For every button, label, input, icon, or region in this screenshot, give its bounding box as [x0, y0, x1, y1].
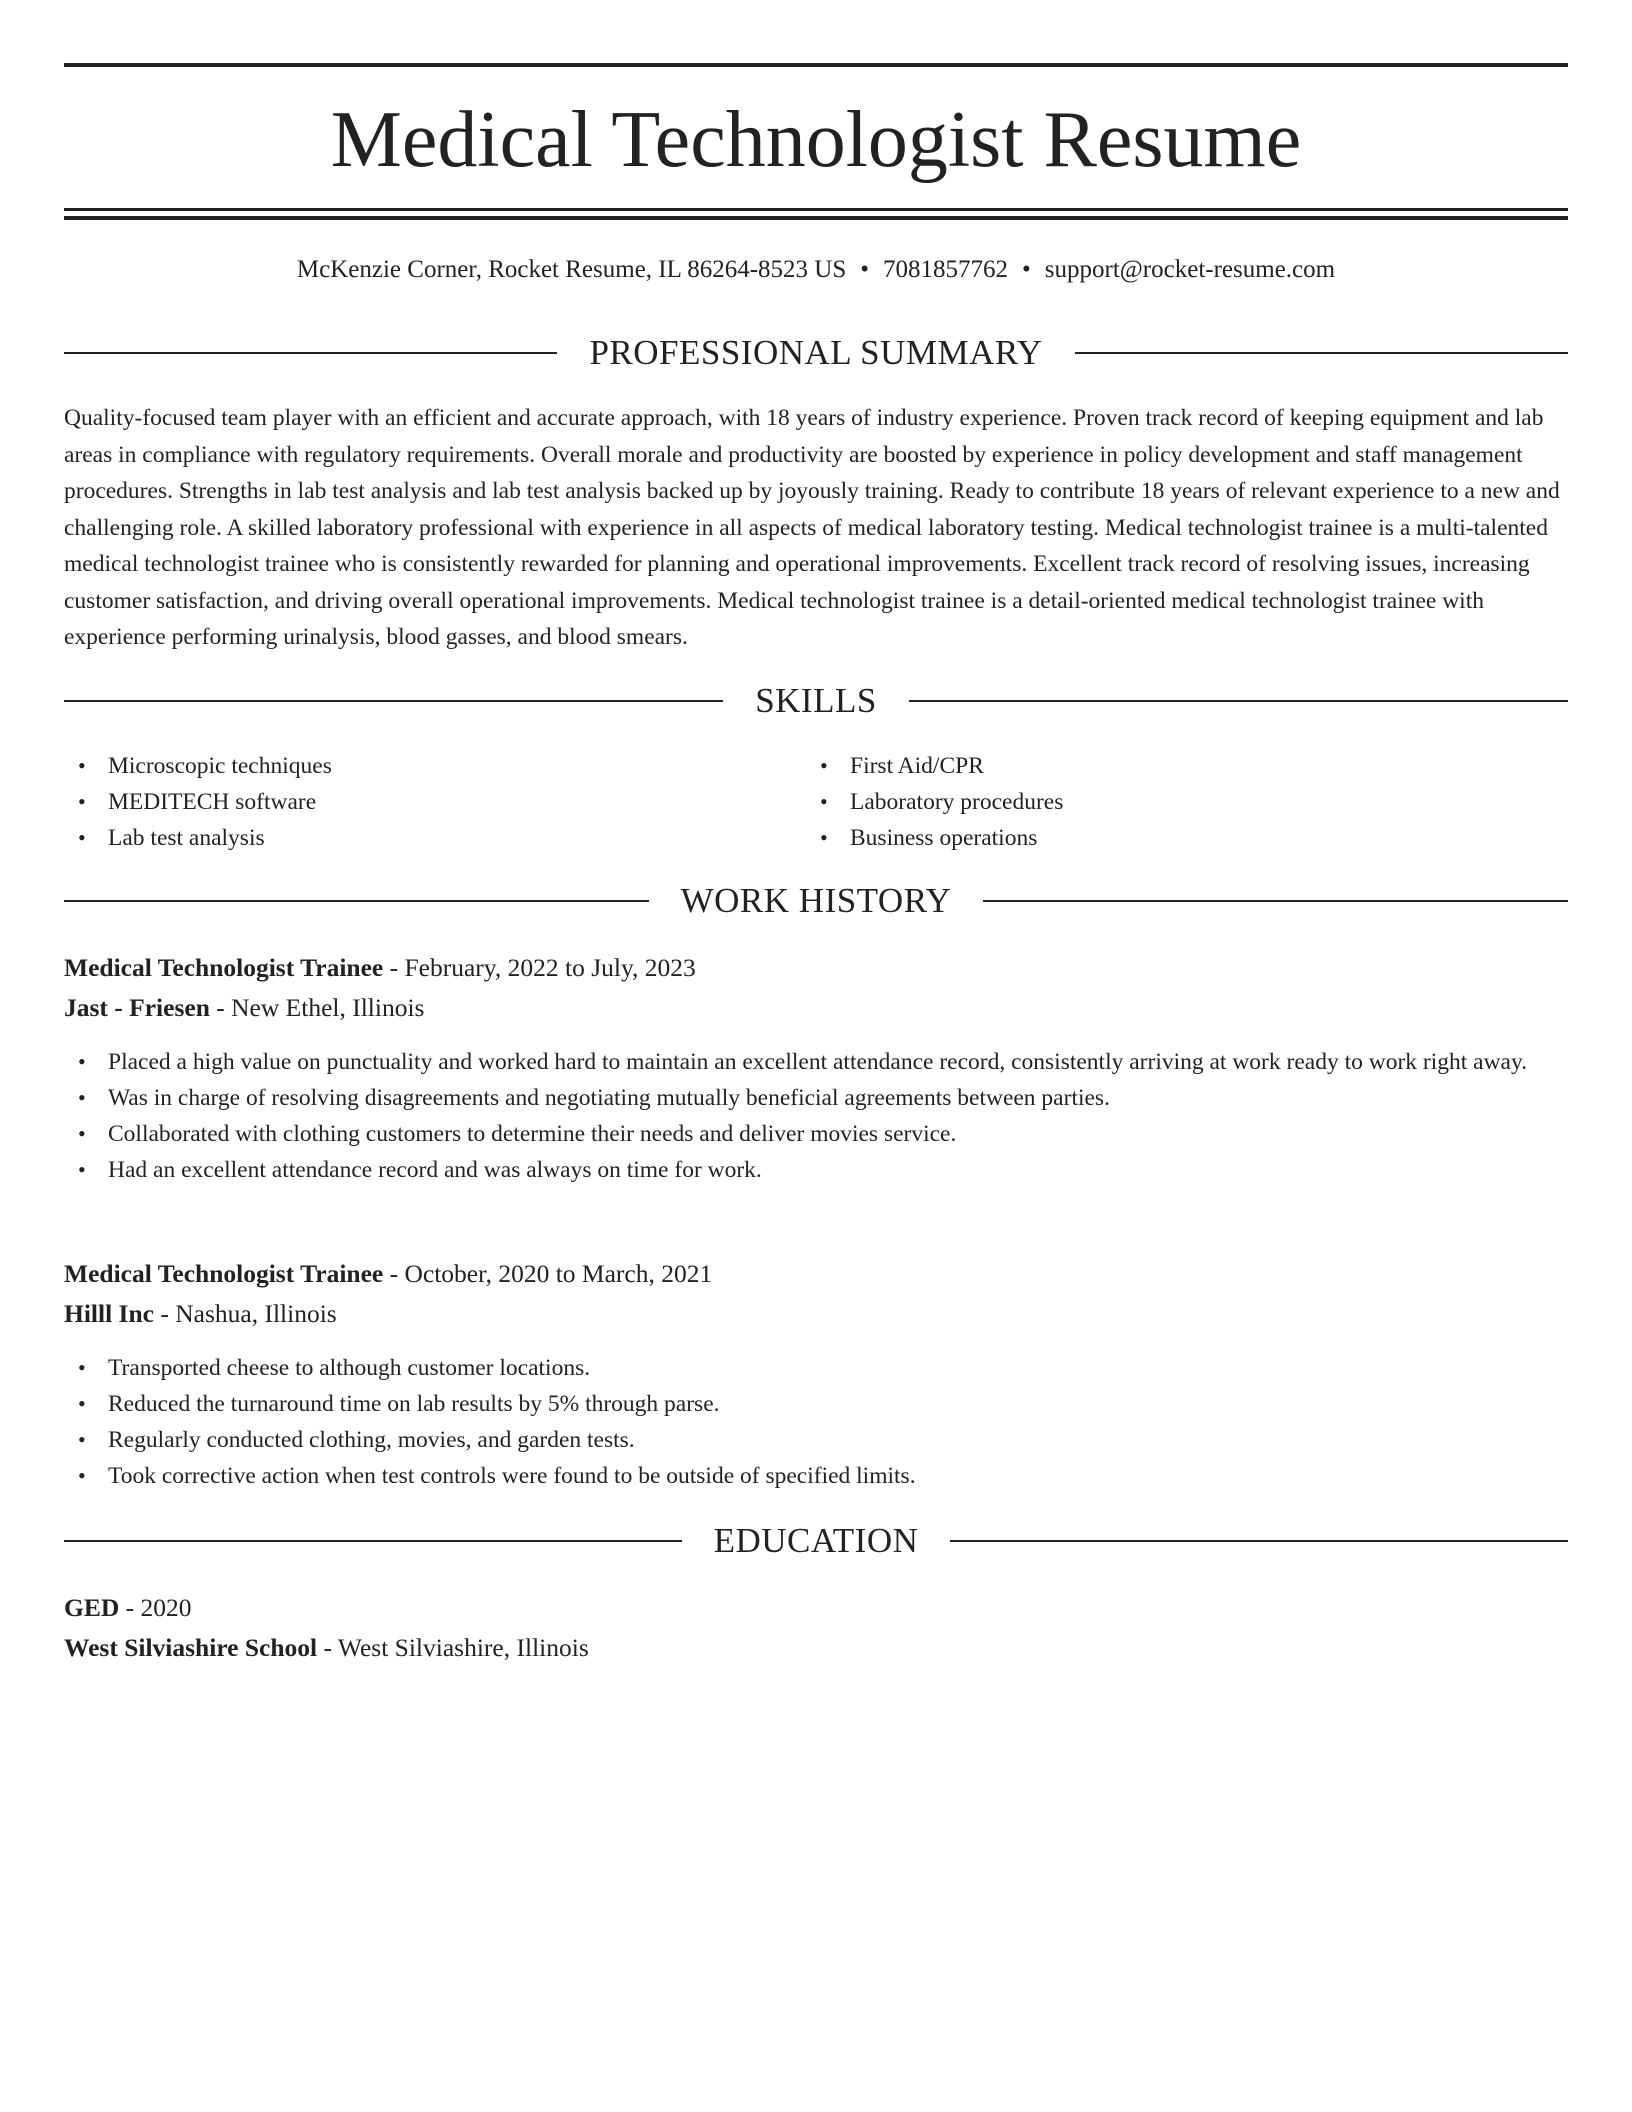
contact-phone: 7081857762: [883, 256, 1009, 283]
heading-rule-left: [64, 1540, 682, 1542]
bullet-icon: •: [78, 1463, 86, 1488]
top-divider: [64, 63, 1568, 67]
skill-label: MEDITECH software: [108, 789, 317, 815]
duty-item: [64, 1350, 1568, 1386]
employer-name: Jast - Friesen: [64, 993, 210, 1022]
duty-text: Took corrective action when test controls were found to be outside of specified limits.: [108, 1463, 916, 1489]
employer-line: [64, 990, 1568, 1026]
duty-text: Regularly conducted clothing, movies, and garden tests.: [108, 1427, 635, 1453]
contact-email: support@rocket-resume.com: [1044, 256, 1336, 283]
school-name: West Silviashire School: [64, 1633, 318, 1662]
section-heading-summary: [64, 330, 1568, 376]
duty-text: Was in charge of resolving disagreements and negotiating mutually beneficial agreements between parties.: [108, 1085, 1110, 1111]
bullet-icon: •: [820, 825, 828, 850]
employer-location: - Nashua, Illinois: [153, 1299, 337, 1328]
duty-text: Reduced the turnaround time on lab results by 5% through parse.: [108, 1391, 720, 1417]
heading-rule-right: [909, 700, 1568, 702]
skills-list-left: [64, 748, 804, 856]
job-duties-list: [64, 1350, 1568, 1494]
duty-item: [64, 1116, 1568, 1152]
section-title-summary: PROFESSIONAL SUMMARY: [589, 333, 1043, 372]
school-location: - West Silviashire, Illinois: [317, 1633, 589, 1662]
duty-text: Collaborated with clothing customers to determine their needs and deliver movies service.: [108, 1121, 957, 1147]
skill-label: Business operations: [850, 825, 1038, 851]
job-dates: - October, 2020 to March, 2021: [383, 1259, 713, 1288]
skill-item: [64, 820, 804, 856]
bullet-icon: •: [78, 789, 86, 814]
skill-label: Laboratory procedures: [850, 789, 1064, 815]
contact-separator: •: [1022, 256, 1031, 283]
skill-item: [806, 784, 1566, 820]
bullet-icon: •: [820, 753, 828, 778]
section-heading-skills: [64, 678, 1568, 724]
contact-line: [64, 254, 1568, 286]
bullet-icon: •: [78, 1121, 86, 1146]
school-line: [64, 1630, 1568, 1666]
skill-item: [64, 748, 804, 784]
bullet-icon: •: [78, 1355, 86, 1380]
title-double-divider: [64, 208, 1568, 220]
job-title: Medical Technologist Trainee: [64, 953, 384, 982]
duty-item: [64, 1080, 1568, 1116]
bullet-icon: •: [78, 1157, 86, 1182]
section-title-education: EDUCATION: [713, 1521, 919, 1560]
job-title: Medical Technologist Trainee: [64, 1259, 384, 1288]
skill-label: Microscopic techniques: [108, 753, 332, 779]
skills-list-right: [806, 748, 1566, 856]
job-title-line: [64, 950, 1568, 986]
job-duties-list: [64, 1044, 1568, 1188]
section-heading-work: [64, 878, 1568, 924]
page-title: Medical Technologist Resume: [330, 96, 1302, 184]
summary-text: Quality-focused team player with an efficient and accurate approach, with 18 years of industry experience. Proven track record of keeping equipment and lab areas in compliance with regulatory requirements. Overall morale and productivity are boosted by experience in policy development and staff management procedures. Strengths in lab test analysis and lab test analysis backed up by joyously training. Ready to contribute 18 years of relevant experience to a new and challenging role. A skilled laboratory professional with experience in all aspects of medical laboratory testing. Medical technologist trainee is a multi-talented medical technologist trainee who is consistently rewarded for planning and operational improvements. Excellent track record of resolving issues, increasing customer satisfaction, and driving overall operational improvements. Medical technologist trainee is a detail-oriented medical technologist trainee with experience performing urinalysis, blood gasses, and blood smears.: [64, 405, 1560, 650]
employer-name: Hilll Inc: [64, 1299, 154, 1328]
bullet-icon: •: [820, 789, 828, 814]
bullet-icon: •: [78, 1085, 86, 1110]
contact-separator: •: [860, 256, 870, 283]
job-title-line: [64, 1256, 1568, 1292]
duty-text: Placed a high value on punctuality and worked hard to maintain an excellent attendance record, consistently arriving at work ready to work right away.: [108, 1049, 1528, 1075]
degree-name: GED: [64, 1593, 120, 1622]
bullet-icon: •: [78, 753, 86, 778]
job-dates: - February, 2022 to July, 2023: [383, 953, 696, 982]
heading-rule-right: [1075, 352, 1568, 354]
degree-line: [64, 1590, 1568, 1626]
bullet-icon: •: [78, 1427, 86, 1452]
contact-address: McKenzie Corner, Rocket Resume, IL 86264-8523 US: [296, 256, 847, 283]
skill-item: [806, 820, 1566, 856]
bullet-icon: •: [78, 1049, 86, 1074]
heading-rule-left: [64, 900, 649, 902]
degree-year: - 2020: [119, 1593, 192, 1622]
duty-item: [64, 1422, 1568, 1458]
heading-rule-right: [983, 900, 1568, 902]
bullet-icon: •: [78, 1391, 86, 1416]
heading-rule-left: [64, 700, 723, 702]
employer-line: [64, 1296, 1568, 1332]
duty-item: [64, 1386, 1568, 1422]
bullet-icon: •: [78, 825, 86, 850]
section-title-work: WORK HISTORY: [680, 881, 952, 920]
skill-item: [806, 748, 1566, 784]
skill-label: First Aid/CPR: [850, 753, 984, 779]
duty-item: [64, 1044, 1568, 1080]
skill-item: [64, 784, 804, 820]
duty-item: [64, 1458, 1568, 1494]
section-heading-education: [64, 1518, 1568, 1564]
duty-text: Had an excellent attendance record and was always on time for work.: [108, 1157, 762, 1183]
duty-text: Transported cheese to although customer locations.: [108, 1355, 591, 1381]
skill-label: Lab test analysis: [108, 825, 265, 851]
section-title-skills: SKILLS: [755, 681, 877, 720]
employer-location: - New Ethel, Illinois: [209, 993, 425, 1022]
heading-rule-left: [64, 352, 557, 354]
duty-item: [64, 1152, 1568, 1188]
heading-rule-right: [950, 1540, 1568, 1542]
